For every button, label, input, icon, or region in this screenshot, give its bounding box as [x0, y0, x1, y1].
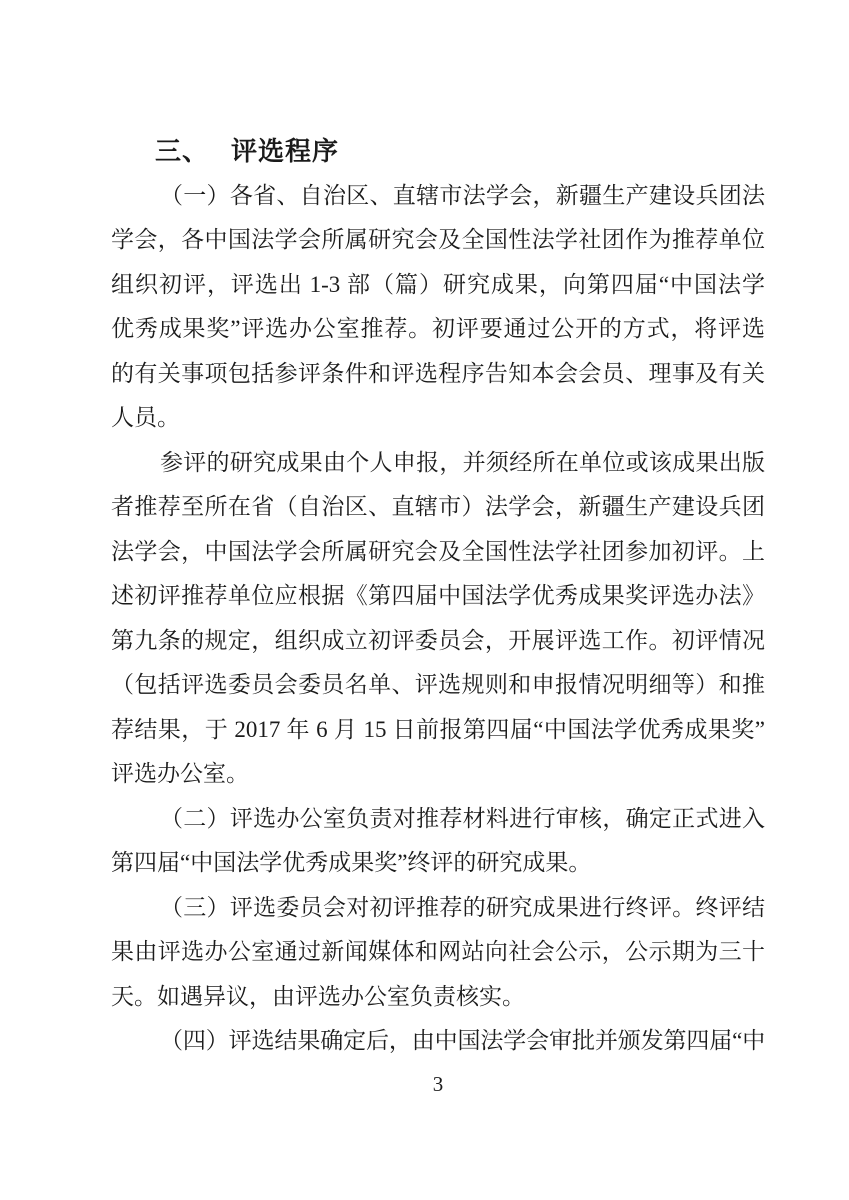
paragraph-lines	[111, 174, 765, 1064]
text-line: （四）评选结果确定后，由中国法学会审批并颁发第四届“中	[160, 1028, 765, 1053]
text-line: 学会，各中国法学会所属研究会及全国性法学社团作为推荐单位	[111, 227, 765, 252]
text-line: 天。如遇异议，由评选办公室负责核实。	[111, 983, 525, 1009]
text-line: 人员。	[111, 405, 180, 430]
document-body	[111, 129, 765, 1064]
text-line: 果由评选办公室通过新闻媒体和网站向社会公示，公示期为三十	[111, 939, 765, 964]
text-line: 组织初评，评选出 1-3 部（篇）研究成果，向第四届“中国法学	[111, 271, 765, 297]
text-line: 评选办公室。	[111, 761, 249, 786]
section-title: 评选程序	[231, 136, 340, 166]
section-number: 三、	[155, 136, 210, 166]
text-line: （二）评选办公室负责对推荐材料进行审核，确定正式进入	[160, 805, 765, 831]
text-line: （一）各省、自治区、直辖市法学会，新疆生产建设兵团法	[160, 182, 765, 208]
text-line: 第四届“中国法学优秀成果奖”终评的研究成果。	[111, 850, 592, 875]
text-line: 述初评推荐单位应根据《第四届中国法学优秀成果奖评选办法》	[111, 583, 765, 608]
text-line: 参评的研究成果由个人申报，并须经所在单位或该成果出版	[160, 449, 765, 475]
text-line: 的有关事项包括参评条件和评选程序告知本会会员、理事及有关	[111, 360, 765, 386]
text-line: 荐结果，于 2017 年 6 月 15 日前报第四届“中国法学优秀成果奖”	[111, 716, 765, 742]
text-line: （三）评选委员会对初评推荐的研究成果进行终评。终评结	[160, 894, 765, 920]
text-line: 第九条的规定，组织成立初评委员会，开展评选工作。初评情况	[111, 627, 765, 653]
page-number: 3	[432, 1072, 444, 1096]
text-line: 者推荐至所在省（自治区、直辖市）法学会，新疆生产建设兵团	[111, 494, 765, 519]
text-line: （包括评选委员会委员名单、评选规则和申报情况明细等）和推	[111, 672, 765, 697]
text-line: 优秀成果奖”评选办公室推荐。初评要通过公开的方式，将评选	[111, 316, 765, 341]
section-heading	[111, 129, 765, 174]
text-line: 法学会，中国法学会所属研究会及全国性法学社团参加初评。上	[111, 538, 765, 564]
